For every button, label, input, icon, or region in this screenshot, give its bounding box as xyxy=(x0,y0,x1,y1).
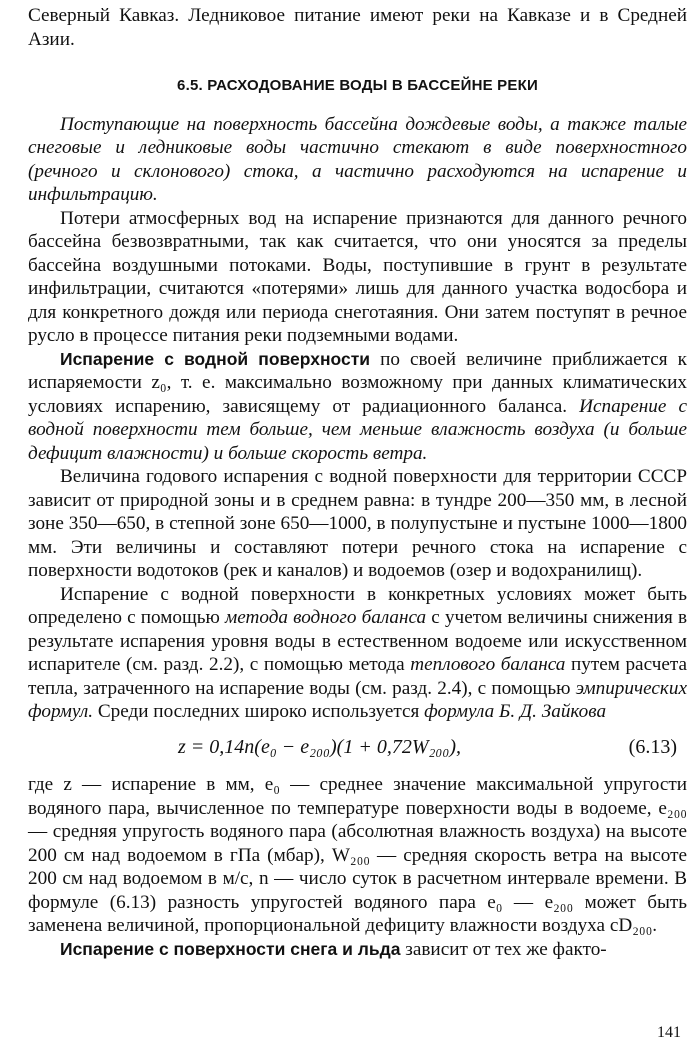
p5-text-d: Среди последних широко используется xyxy=(93,701,425,722)
section-heading: 6.5. РАСХОДОВАНИЕ ВОДЫ В БАССЕЙНЕ РЕКИ xyxy=(177,77,538,94)
p5-italic-3: эмпирических формул. xyxy=(28,677,687,722)
paragraph-snow-evaporation xyxy=(28,938,687,962)
paragraph-annual-evaporation: Величина годового испарения с водной поверхности для территории СССР зависит от природной зоны и в среднем равна: в тундре 200—350 мм, в лесной зоне 350—650, в степной зоне 650—1000, в полупустыне и пустыне 1000—1800 мм. Эти величины и составляют потери речного стока на испарение с поверхности водотоков (рек и каналов) и водоемов (озер и водохранилищ). xyxy=(28,466,687,581)
continuation-text: Северный Кавказ. Ледниковое питание имеют реки на Кавказе и в Средней Азии. xyxy=(28,5,687,50)
paragraph-losses: Потери атмосферных вод на испарение признаются для данного речного бассейна безвозвратными, так как считается, что они уносятся за пределы бассейна воздушными потоками. Воды, поступившие в грунт в результате инфильтрации, считаются «потерями» лишь для данного участка водосбора и для конкретного дождя или периода снеготаяния. Они затем поступят в речное русло в процессе питания реки подземными водами. xyxy=(28,207,687,346)
p5-text-b: с учетом величины снижения в результате испарения уровня воды в естественном водоеме или искусственном испарителе (см. разд. 2.2), с помощью метода xyxy=(28,607,688,675)
formula-6-13 xyxy=(28,736,687,760)
paragraph-intro: Поступающие на поверхность бассейна дождевые воды, а также талые снеговые и ледниковые воды частично стекают в виде поверхностного (речного и склонового) стока, а частично расходуются на испарение и инфильтрацию. xyxy=(28,113,687,205)
formula-number: (6.13) xyxy=(628,735,677,758)
term-water-evaporation: Испарение с водной поверхности xyxy=(60,348,371,369)
p5-italic-2: теплового баланса xyxy=(410,654,566,675)
p5-italic-1: метода водного баланса xyxy=(224,607,427,628)
paragraph-water-evaporation xyxy=(28,348,687,466)
p5-italic-4: формула Б. Д. Зайкова xyxy=(424,701,607,722)
paragraph-formula-explanation: где z — испарение в мм, e₀ — среднее значение максимальной упругости водяного пара, вычисленное по температуре поверхности воды в водоеме, e₂₀₀ — средняя упругость водяного пара (абсолютная влажность воздуха) на высоте 200 см над водоемом в гПа (мбар), W₂₀₀ — средняя скорость ветра на высоте 200 см над водоемом в м/с, n — число суток в расчетном интервале времени. В формуле (6.13) разность упругостей водяного пара e₀ — e₂₀₀ может быть заменена величиной, пропорциональной дефициту влажности воздуха cD₂₀₀. xyxy=(28,774,687,936)
paragraph-methods xyxy=(28,583,687,724)
p5-text-a: Испарение с водной поверхности в конкретных условиях может быть определено с помощью xyxy=(28,583,687,628)
p3-italic: Испарение с водной поверхности тем больше, чем меньше влажность воздуха (и больше дефицит влажности) и больше скорость ветра. xyxy=(28,395,687,464)
formula-expression: z = 0,14n(e₀ − e₂₀₀)(1 + 0,72W₂₀₀), xyxy=(178,735,461,758)
p7-text: зависит от тех же факто- xyxy=(400,938,607,960)
page-number: 141 xyxy=(657,1023,681,1041)
p5-text-c: путем расчета тепла, затраченного на испарение воды (см. разд. 2.4), с помощью xyxy=(28,654,688,699)
p3-text: по своей величине приближается к испаряемости z₀, т. е. максимально возможному при данных климатических условиях испарению, зависящему от радиационного баланса. xyxy=(28,348,687,417)
term-snow-evaporation: Испарение с поверхности снега и льда xyxy=(60,938,401,959)
